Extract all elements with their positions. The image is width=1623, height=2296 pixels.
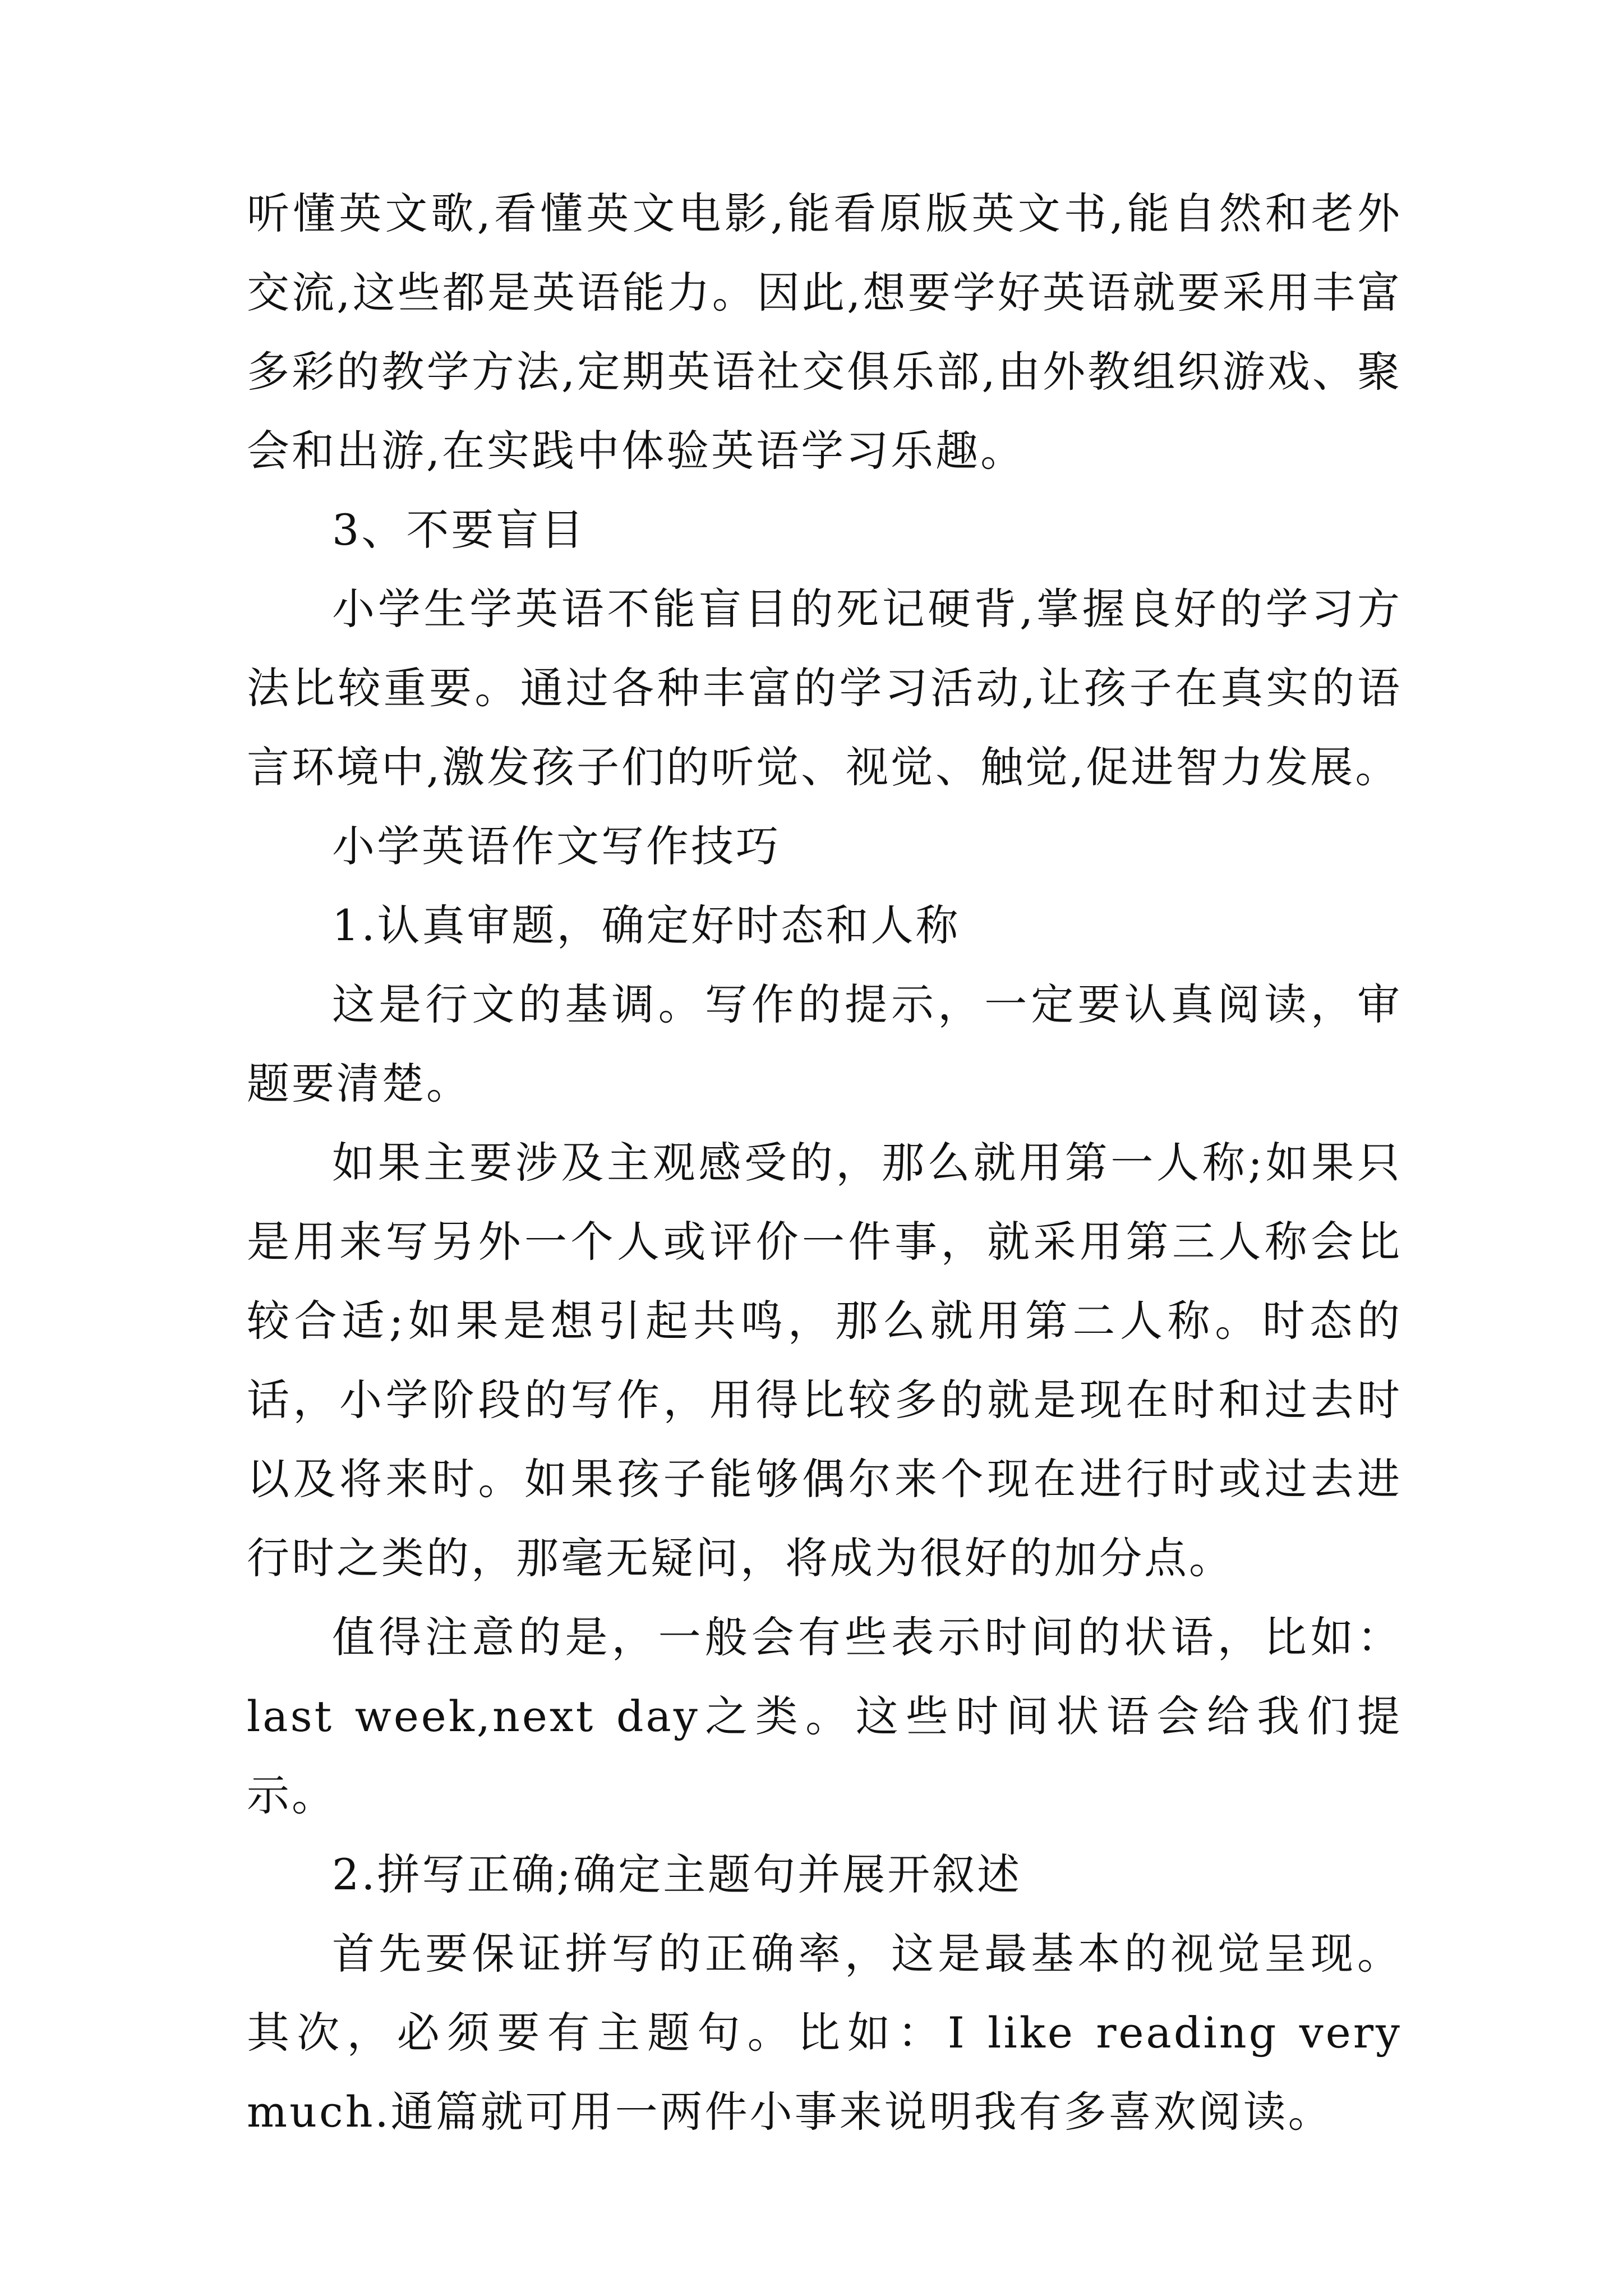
paragraph-english-ability: 听懂英文歌,看懂英文电影,能看原版英文书,能自然和老外交流,这些都是英语能力。因此,想要学好英语就要采用丰富多彩的教学方法,定期英语社交俱乐部,由外教组织游戏、聚会和出游,在实践中体验英语学习乐趣。: [247, 188, 1402, 476]
heading-tense-and-person: 1.认真审题，确定好时态和人称: [332, 900, 961, 950]
paragraph-read-prompt: 这是行文的基调。写作的提示，一定要认真阅读，审题要清楚。: [247, 979, 1402, 1108]
heading-spelling-and-topic-sentence: 2.拼写正确;确定主题句并展开叙述: [332, 1849, 1022, 1899]
heading-writing-tips: 小学英语作文写作技巧: [332, 821, 781, 871]
paragraph-time-adverbials: 值得注意的是，一般会有些表示时间的状语，比如：last week,next day之类。这些时间状语会给我们提示。: [247, 1612, 1402, 1820]
paragraph-person-and-tense: 如果主要涉及主观感受的，那么就用第一人称;如果只是用来写另外一个人或评价一件事，就采用第三人称会比较合适;如果是想引起共鸣，那么就用第二人称。时态的话，小学阶段的写作，用得比较多的就是现在时和过去时以及将来时。如果孩子能够偶尔来个现在进行时或过去进行时之类的，那毫无疑问，将成为很好的加分点。: [247, 1138, 1402, 1583]
paragraph-topic-sentence: 首先要保证拼写的正确率，这是最基本的视觉呈现。其次，必须要有主题句。比如：I like reading very much.通篇就可用一两件小事来说明我有多喜欢阅读。: [247, 1929, 1402, 2137]
document-body: [247, 174, 1402, 2151]
paragraph-learning-methods: 小学生学英语不能盲目的死记硬背,掌握良好的学习方法比较重要。通过各种丰富的学习活动,让孩子在真实的语言环境中,激发孩子们的听觉、视觉、触觉,促进智力发展。: [247, 584, 1402, 792]
heading-dont-be-blind: 3、不要盲目: [332, 505, 586, 555]
